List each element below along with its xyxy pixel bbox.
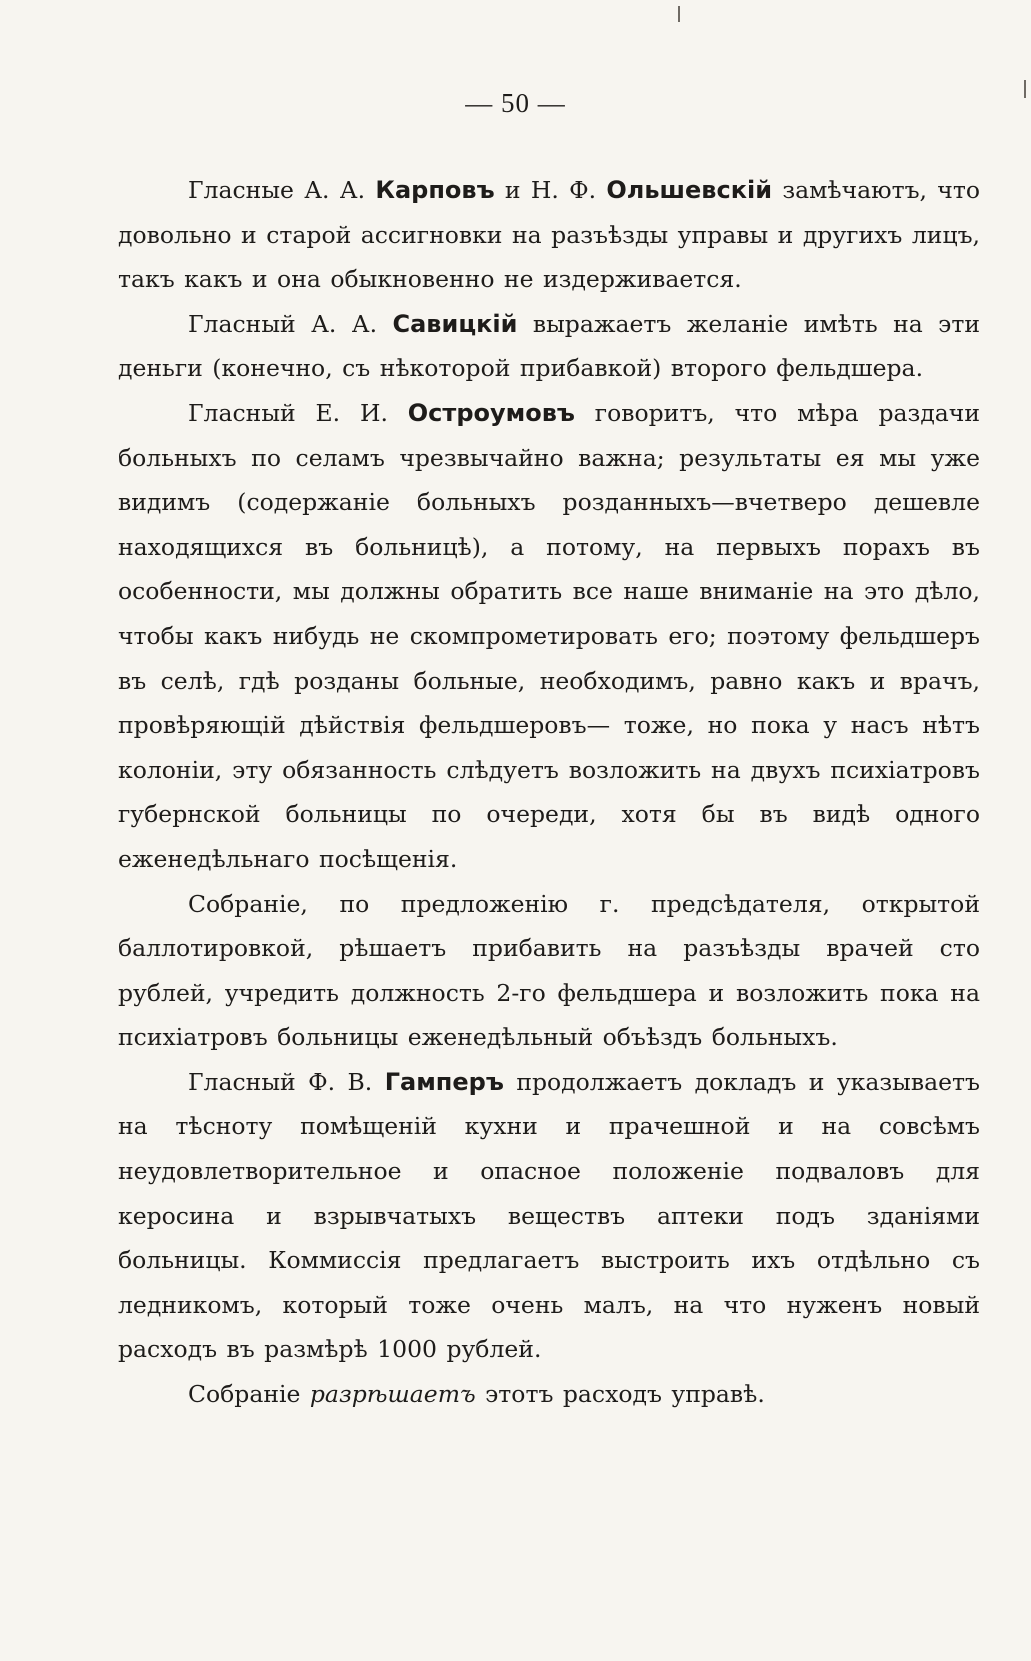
body-text	[118, 168, 980, 1417]
text-run: Гласные А. А.	[188, 176, 376, 204]
emphasis-text: разрѣшаетъ	[309, 1380, 476, 1409]
speaker-name: Карповъ	[375, 176, 495, 204]
text-run: выражаетъ желаніе имѣть на эти деньги (конечно, съ нѣкоторой прибавкой) второго фельдшера.	[118, 309, 980, 383]
text-run: Собраніе, по предложенію г. предсѣдателя, открытой баллотировкой, рѣшаетъ прибавить на разъѣзды врачей сто рублей, учредить должность 2-го фельдшера и возложить пока на психіатровъ больницы еженедѣльный объѣздъ больныхъ.	[118, 889, 980, 1052]
paragraph-ostroumov	[118, 391, 980, 882]
text-run: говоритъ, что мѣра раздачи больныхъ по селамъ чрезвычайно важна; результаты ея мы уже видимъ (содержаніе больныхъ розданныхъ—вчетверо дешевле находящихся въ больницѣ), а потому, на первыхъ порахъ въ особенности, мы должны обратить все наше вниманіе на это дѣло, чтобы какъ нибудь не скомпрометировать его; поэтому фельдшеръ въ селѣ, гдѣ розданы больные, необходимъ, равно какъ и врачъ, провѣряющій дѣйствія фельдшеровъ— тоже, но пока у насъ нѣтъ колоніи, эту обязанность слѣдуетъ возложить на двухъ психіатровъ губернской больницы по очереди, хотя бы въ видѣ одного еженедѣльнаго посѣщенія.	[118, 398, 981, 873]
text-run: Гласный А. А.	[188, 309, 393, 338]
page-number: — 50 —	[465, 88, 566, 118]
text-run: продолжаетъ докладъ и указываетъ на тѣсноту помѣщеній кухни и прачешной и на совсѣмъ неудовлетворительное и опасное положеніе подваловъ для керосина и взрывчатыхъ веществъ аптеки подъ зданіями больницы. Коммиссія предлагаетъ выстроить ихъ отдѣльно съ ледникомъ, который тоже очень малъ, на что нуженъ новый расходъ въ размѣрѣ 1000 рублей.	[118, 1067, 980, 1364]
text-run: и Н. Ф.	[494, 176, 607, 204]
speaker-name: Остроумовъ	[407, 398, 575, 427]
speaker-name: Ольшевскій	[606, 176, 773, 204]
text-run: Гласный Ф. В.	[188, 1067, 385, 1096]
paragraph-karpov-olshevsky	[118, 168, 980, 302]
text-run: замѣчаютъ, что довольно и старой ассигновки на разъѣзды управы и другихъ лицъ, такъ какъ и она обыкновенно не издерживается.	[118, 176, 980, 294]
paragraph-assembly-permits	[118, 1372, 980, 1417]
paragraph-assembly-decision	[118, 882, 980, 1060]
speaker-name: Савицкій	[392, 309, 518, 338]
text-run: Собраніе	[188, 1380, 310, 1409]
paragraph-gamper	[118, 1060, 980, 1372]
text-run: Гласный Е. И.	[188, 398, 408, 427]
paragraph-savitsky	[118, 302, 980, 391]
speaker-name: Гамперъ	[384, 1067, 504, 1096]
text-run: этотъ расходъ управѣ.	[475, 1380, 765, 1409]
scan-speck	[678, 6, 680, 22]
